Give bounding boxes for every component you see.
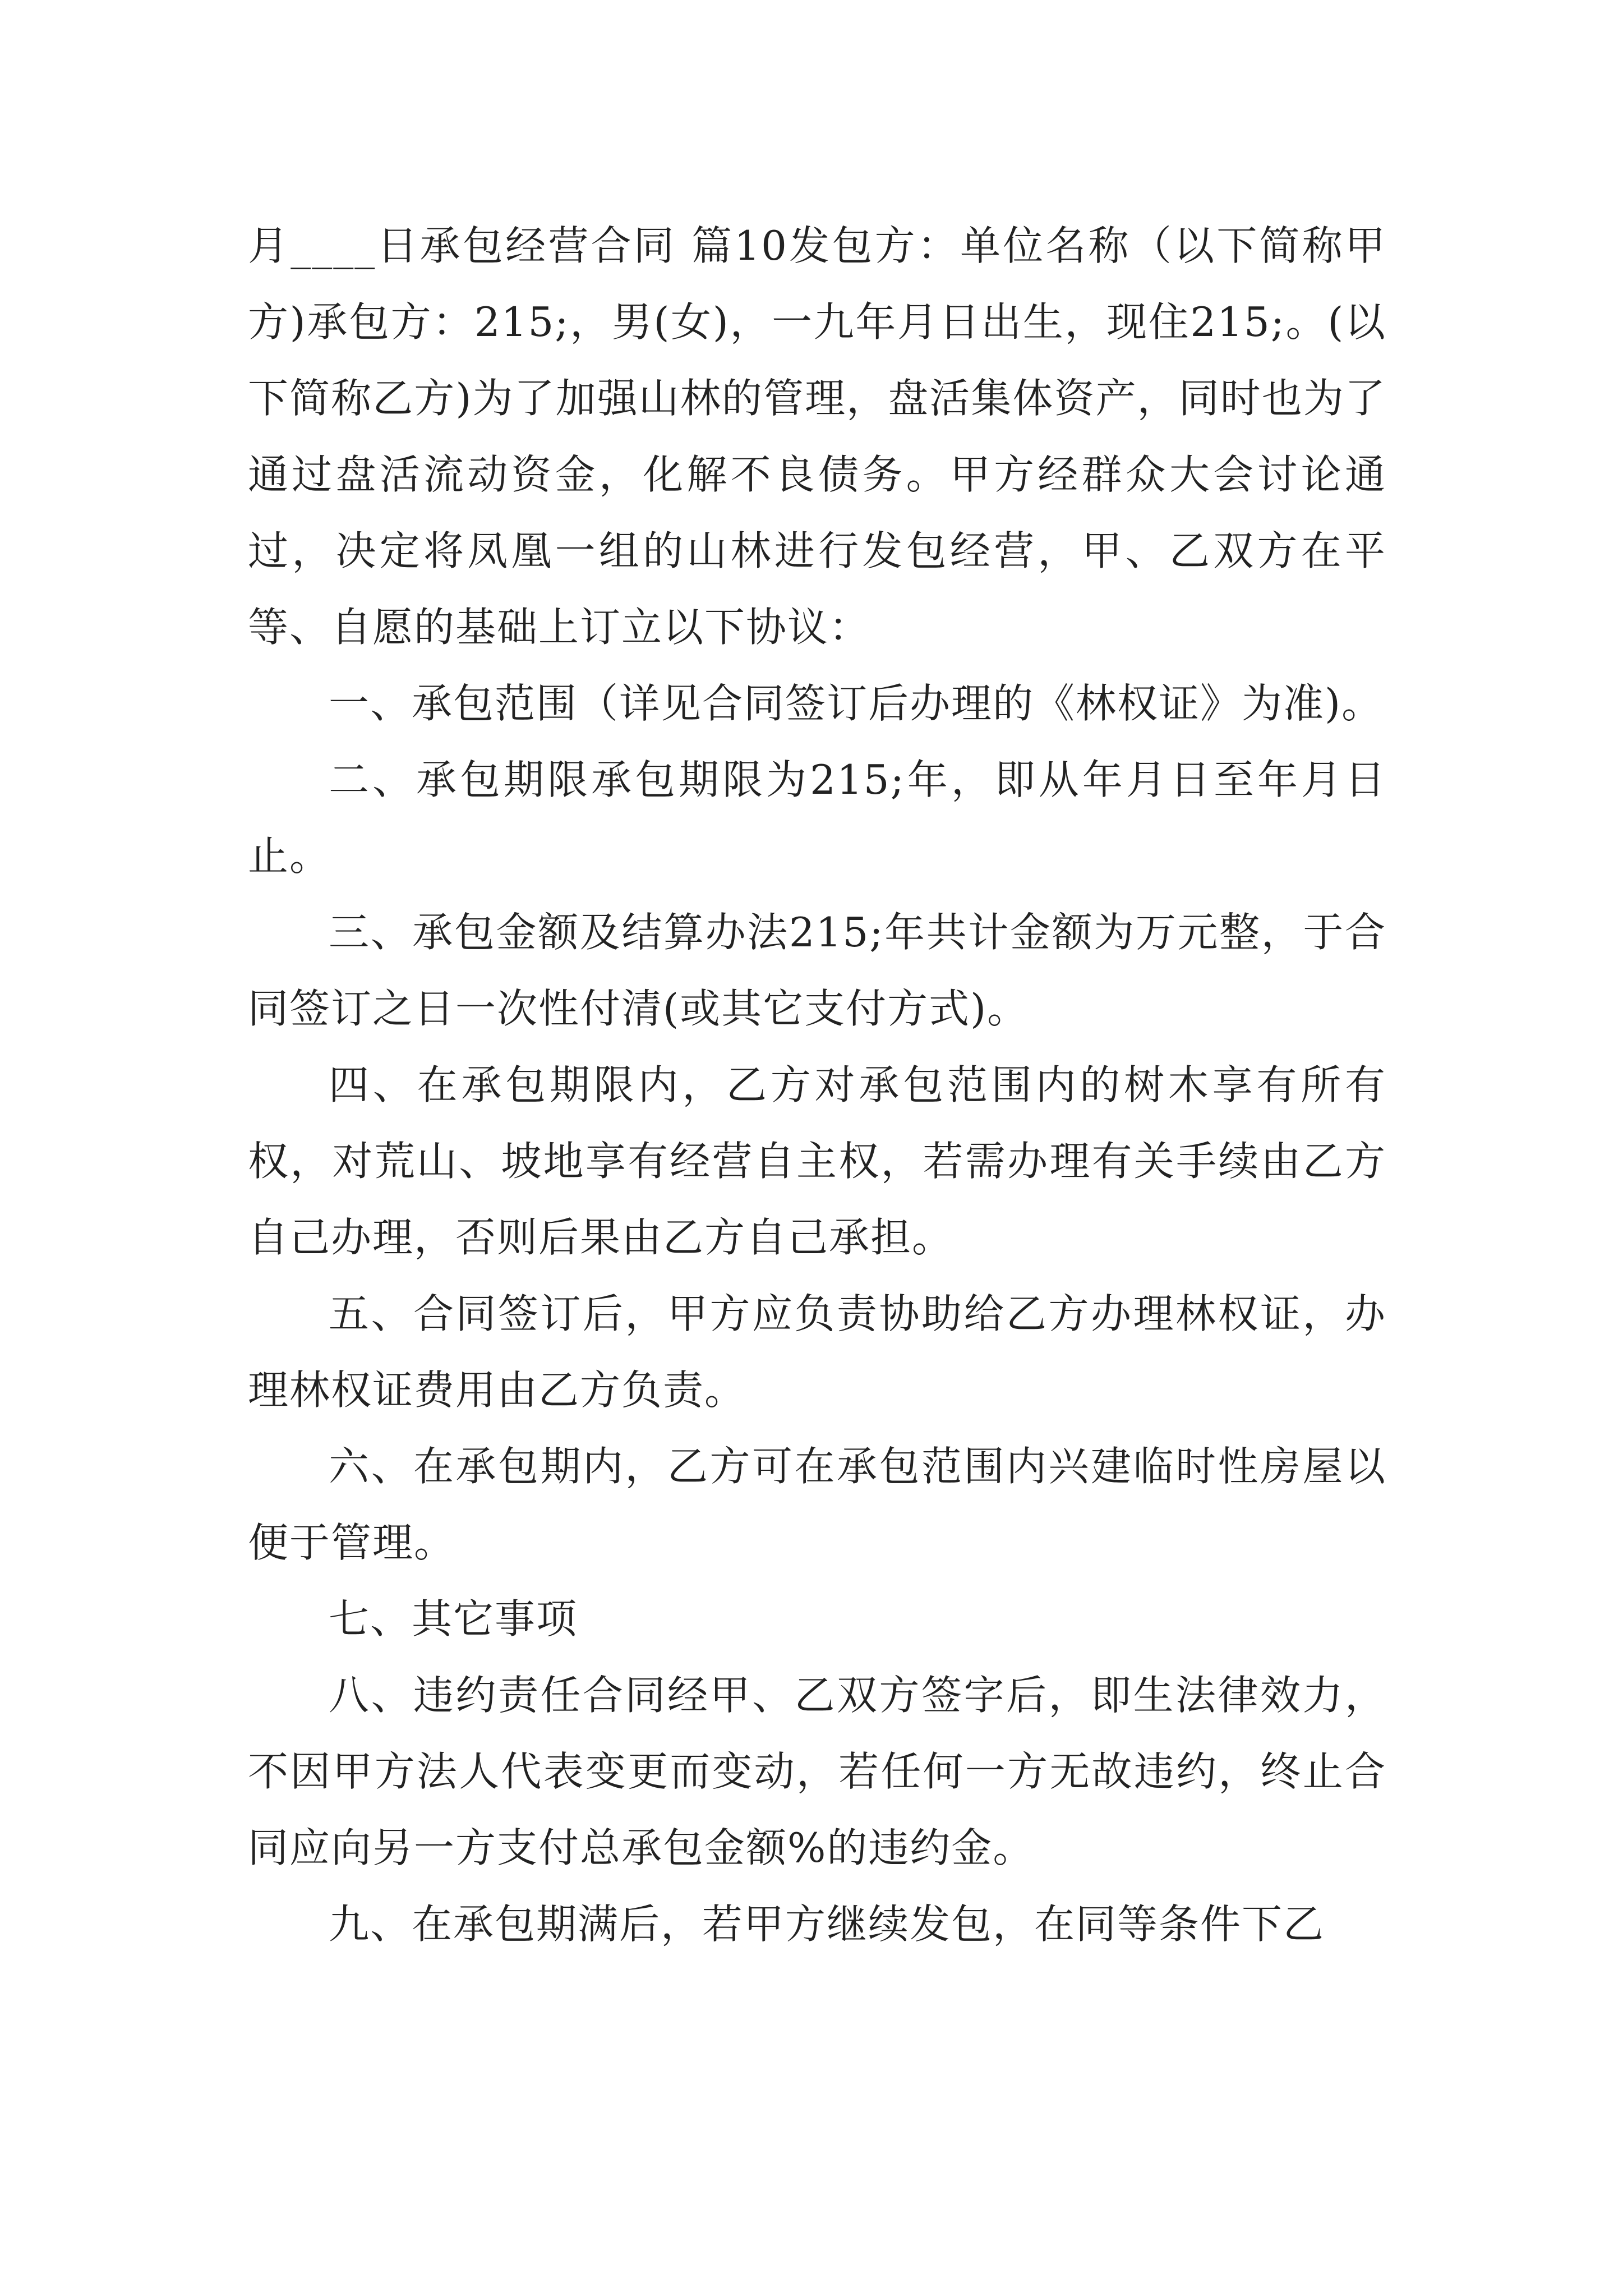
paragraph-clause-4: 四、在承包期限内，乙方对承包范围内的树木享有所有权，对荒山、坡地享有经营自主权，若需办理有关手续由乙方自己办理，否则后果由乙方自己承担。 <box>248 1061 1386 1261</box>
paragraph-clause-8: 八、违约责任合同经甲、乙双方签字后，即生法律效力，不因甲方法人代表变更而变动，若任何一方无故违约，终止合同应向另一方支付总承包金额%的违约金。 <box>248 1672 1386 1871</box>
paragraph-clause-9: 九、在承包期满后，若甲方继续发包，在同等条件下乙 <box>329 1901 1325 1948</box>
paragraph-preamble: 月____日承包经营合同 篇10发包方：单位名称（以下简称甲方)承包方：215;，男(女)，一九年月日出生，现住215;。(以下简称乙方)为了加强山林的管理，盘活集体资产，同时也为了通过盘活流动资金，化解不良债务。甲方经群众大会讨论通过，决定将凤凰一组的山林进行发包经营，甲、乙双方在平等、自愿的基础上订立以下协议： <box>248 222 1386 651</box>
paragraph-clause-3: 三、承包金额及结算办法215;年共计金额为万元整，于合同签订之日一次性付清(或其它支付方式)。 <box>248 909 1386 1032</box>
paragraph-clause-2: 二、承包期限承包期限为215;年，即从年月日至年月日止。 <box>248 756 1386 880</box>
paragraph-clause-5: 五、合同签订后，甲方应负责协助给乙方办理林权证，办理林权证费用由乙方负责。 <box>248 1290 1386 1414</box>
contract-body <box>248 208 1386 1962</box>
paragraph-clause-6: 六、在承包期内，乙方可在承包范围内兴建临时性房屋以便于管理。 <box>248 1443 1386 1566</box>
paragraph-clause-7: 七、其它事项 <box>329 1595 578 1642</box>
paragraph-clause-1: 一、承包范围（详见合同签订后办理的《林权证》为准)。 <box>329 680 1384 727</box>
